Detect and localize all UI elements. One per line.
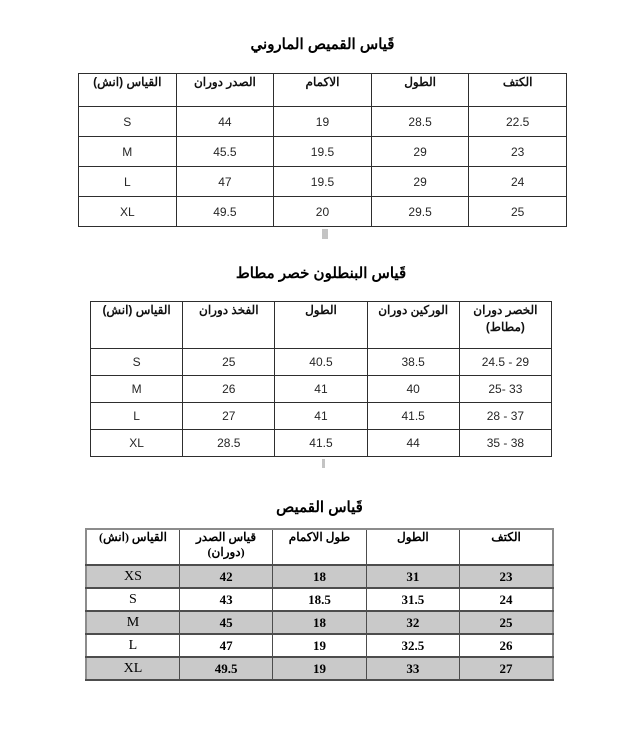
value-cell: 24 [460,588,553,611]
column-header: الفخذ دوران [183,302,275,349]
column-header: الاكمام [274,74,372,107]
value-cell: 28 - 37 [459,403,551,430]
value-cell: 49.5 [179,657,272,680]
size-cell: M [91,376,183,403]
table-row [86,588,553,611]
value-cell: 31 [366,565,459,588]
value-cell: 35 - 38 [459,430,551,457]
column-header: طول الاكمام [273,529,366,565]
value-cell: 45 [179,611,272,634]
value-cell: 33 [366,657,459,680]
value-cell: 19 [273,634,366,657]
value-cell: 18.5 [273,588,366,611]
value-cell: 19.5 [274,137,372,167]
size-table-maroon-shirt [78,73,567,227]
table-row [91,376,552,403]
value-cell: 18 [273,565,366,588]
value-cell: 29.5 [371,197,469,227]
value-cell: 18 [273,611,366,634]
value-cell: 25 [460,611,553,634]
section-title-maroon-shirt: قَياس القميص الماروني [250,36,395,53]
value-cell: 24 [469,167,567,197]
size-cell: L [91,403,183,430]
size-cell: S [86,588,179,611]
value-cell: 23 [469,137,567,167]
value-cell: 19.5 [274,167,372,197]
value-cell: 43 [179,588,272,611]
section-maroon-shirt [0,36,630,239]
size-table-elastic-pants [90,301,552,457]
value-cell: 29 [371,167,469,197]
table-row [86,657,553,680]
column-header: الصدر دوران [176,74,274,107]
value-cell: 26 [183,376,275,403]
value-cell: 49.5 [176,197,274,227]
value-cell: 24.5 - 29 [459,349,551,376]
value-cell: 44 [367,430,459,457]
value-cell: 27 [183,403,275,430]
column-header: قياس الصدر (دوران) [179,529,272,565]
value-cell: 41 [275,376,367,403]
table-row [79,197,567,227]
column-header: الخصر دوران (مطاط) [459,302,551,349]
table-handle-artifact [322,229,328,239]
size-cell: M [79,137,177,167]
value-cell: 31.5 [366,588,459,611]
size-cell: S [91,349,183,376]
header-row [79,74,567,107]
value-cell: 47 [176,167,274,197]
column-header: الطول [371,74,469,107]
column-header: القياس (انش) [91,302,183,349]
value-cell: 47 [179,634,272,657]
document-page [0,36,630,755]
value-cell: 25 [183,349,275,376]
value-cell: 20 [274,197,372,227]
value-cell: 26 [460,634,553,657]
table-row [91,403,552,430]
value-cell: 45.5 [176,137,274,167]
header-row [86,529,553,565]
value-cell: 44 [176,107,274,137]
value-cell: 19 [273,657,366,680]
value-cell: 19 [274,107,372,137]
column-header: الكتف [460,529,553,565]
column-header: الكتف [469,74,567,107]
column-header: الطول [366,529,459,565]
value-cell: 28.5 [183,430,275,457]
value-cell: 22.5 [469,107,567,137]
table-handle-artifact [322,459,325,468]
size-cell: S [79,107,177,137]
size-cell: XL [79,197,177,227]
value-cell: 28.5 [371,107,469,137]
section-title-elastic-pants: قَياس البنطلون خصر مطاط [235,265,407,282]
column-header: الطول [275,302,367,349]
size-cell: M [86,611,179,634]
table-row [91,430,552,457]
size-cell: L [86,634,179,657]
table-row [91,349,552,376]
value-cell: 25 [469,197,567,227]
value-cell: 41 [275,403,367,430]
size-cell: XS [86,565,179,588]
size-cell: XL [91,430,183,457]
size-cell: XL [86,657,179,680]
column-header: القياس (انش) [86,529,179,565]
header-row [91,302,552,349]
table-row [86,611,553,634]
value-cell: 38.5 [367,349,459,376]
value-cell: 32 [366,611,459,634]
value-cell: 25- 33 [459,376,551,403]
section-elastic-pants [0,265,630,468]
value-cell: 41.5 [275,430,367,457]
value-cell: 40 [367,376,459,403]
value-cell: 23 [460,565,553,588]
table-row [79,167,567,197]
section-title-shirt: قَياس القميص [276,499,363,516]
table-row [86,565,553,588]
size-table-shirt [85,528,554,681]
size-cell: L [79,167,177,197]
column-header: القياس (انش) [79,74,177,107]
table-row [86,634,553,657]
value-cell: 29 [371,137,469,167]
value-cell: 41.5 [367,403,459,430]
value-cell: 42 [179,565,272,588]
value-cell: 40.5 [275,349,367,376]
value-cell: 27 [460,657,553,680]
value-cell: 32.5 [366,634,459,657]
section-shirt [0,499,630,681]
table-row [79,137,567,167]
column-header: الوركين دوران [367,302,459,349]
table-row [79,107,567,137]
